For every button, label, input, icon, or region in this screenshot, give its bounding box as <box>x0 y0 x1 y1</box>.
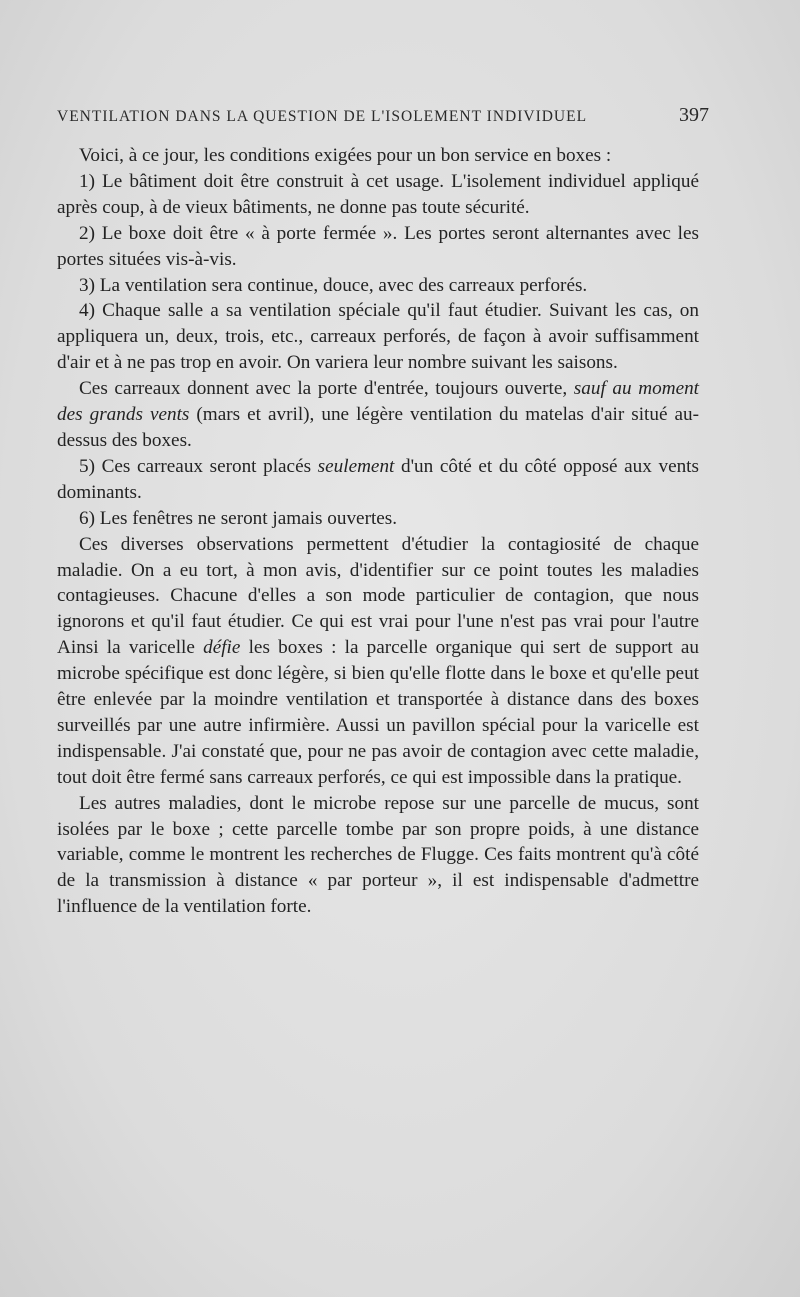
paragraph-text: les boxes : la parcelle organique qui sert de support au microbe spécifique est donc légère, si bien qu'elle flotte dans le boxe et qu'elle peut être enlevée par la moindre ventilation et transportée à distance dans des boxes surveillés par une autre infirmière. Aussi un pavillon spécial pour la varicelle est indispensable. J'ai constaté que, pour ne pas avoir de contagion avec cette maladie, tout doit être fermé sans carreaux perforés, ce qui est impossible dans la pratique. <box>57 637 699 788</box>
paragraph-text: (mars et avril), une légère ventilation du matelas d'air situé au-dessus des boxes. <box>57 404 700 451</box>
paragraph-carreaux <box>57 376 699 454</box>
paragraph-conclusion: Les autres maladies, dont le microbe repose sur une parcelle de mucus, sont isolées par le boxe ; cette parcelle tombe par son propre poids, à une distance variable, comme le montrent les recherches de Flugge. Ces faits montrent qu'à côté de la transmission à distance « par porteur », il est indispensable d'admettre l'influence de la ventilation forte. <box>57 792 699 918</box>
paragraph-item-2: 2) Le boxe doit être « à porte fermée ». Les portes seront alternantes avec les portes situées vis-à-vis. <box>57 222 699 270</box>
running-head <box>57 104 709 128</box>
paragraph-observations <box>57 532 699 791</box>
paragraph-item-3: 3) La ventilation sera continue, douce, avec des carreaux perforés. <box>79 274 588 296</box>
paragraph-intro: Voici, à ce jour, les conditions exigées pour un bon service en boxes : <box>79 145 612 166</box>
paragraph-item-4: 4) Chaque salle a sa ventilation spéciale qu'il faut étudier. Suivant les cas, on appliquera un, deux, trois, etc., carreaux perforés, de façon à avoir suffisamment d'air et à ne pas trop en avoir. On variera leur nombre suivant les saisons. <box>57 300 699 374</box>
paragraph-text: Ces diverses observations permettent d'étudier la contagiosité de chaque maladie. On a eu tort, à mon avis, d'identifier sur ce point toutes les maladies contagieuses. Chacune d'elles a son mode particulier de contagion, que nous ignorons et qu'il faut étudier. Ce qui est vrai pour l'une n'est pas vrai pour l'autre Ainsi la varicelle <box>57 533 699 659</box>
paragraph-item-1: 1) Le bâtiment doit être construit à cet usage. L'isolement individuel appliqué après coup, à de vieux bâtiments, ne donne pas toute sécurité. <box>57 170 699 218</box>
paragraph-text: d'un côté et du côté opposé aux vents dominants. <box>57 455 699 503</box>
body-text <box>57 143 699 920</box>
paragraph-item-6: 6) Les fenêtres ne seront jamais ouvertes. <box>79 507 398 529</box>
running-head-title: VENTILATION DANS LA QUESTION DE L'ISOLEMENT INDIVIDUEL <box>57 108 588 125</box>
emphasis-text: seulement <box>317 455 395 477</box>
emphasis-text: sauf au moment des grands vents <box>57 378 700 426</box>
emphasis-text: défie <box>203 637 241 659</box>
paragraph-item-5 <box>57 454 699 506</box>
paragraph-text: Ces carreaux donnent avec la porte d'entrée, toujours ouverte, <box>79 378 574 400</box>
paragraph-text: 5) Ces carreaux seront placés <box>79 455 318 477</box>
page-number: 397 <box>679 104 709 126</box>
